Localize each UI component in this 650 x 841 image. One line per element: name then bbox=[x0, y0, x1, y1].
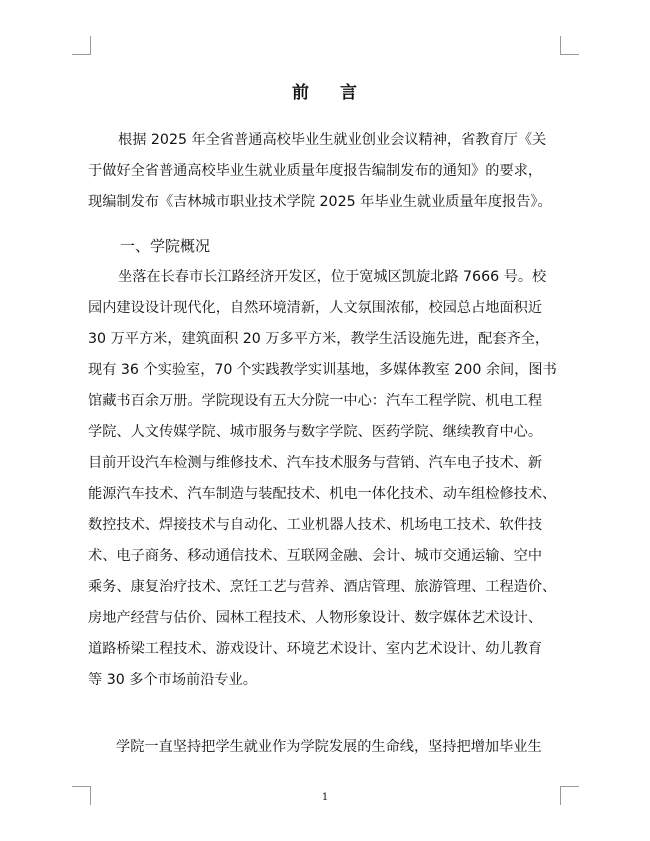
overview-line: 乘务、康复治疗技术、烹饪工艺与营养、酒店管理、旅游管理、工程造价、 bbox=[88, 579, 557, 595]
crop-mark-top-left bbox=[72, 36, 91, 55]
page-number: 1 bbox=[321, 792, 329, 803]
overview-line: 等 30 多个市场前沿专业。 bbox=[88, 672, 257, 688]
closing-paragraph bbox=[88, 732, 564, 763]
page-title bbox=[0, 78, 650, 103]
overview-line: 道路桥梁工程技术、游戏设计、环境艺术设计、室内艺术设计、幼儿教育 bbox=[88, 641, 543, 657]
crop-mark-top-right bbox=[560, 36, 579, 55]
section-heading: 一、学院概况 bbox=[120, 237, 211, 255]
overview-line: 数控技术、焊接技术与自动化、工业机器人技术、机场电工技术、软件技 bbox=[88, 517, 543, 533]
title-part-1: 前 bbox=[292, 83, 310, 103]
overview-line: 园内建设设计现代化，自然环境清新，人文氛围浓郁，校园总占地面积近 bbox=[88, 300, 543, 316]
overview-line: 馆藏书百余万册。学院现设有五大分院一中心：汽车工程学院、机电工程 bbox=[88, 393, 543, 409]
intro-line: 根据 2025 年全省普通高校毕业生就业创业会议精神，省教育厅《关 bbox=[118, 132, 547, 148]
overview-line: 术、电子商务、移动通信技术、互联网金融、会计、城市交通运输、空中 bbox=[88, 548, 543, 564]
overview-paragraph bbox=[88, 262, 564, 696]
intro-line: 现编制发布《吉林城市职业技术学院 2025 年毕业生就业质量年度报告》。 bbox=[88, 194, 552, 210]
intro-line: 于做好全省普通高校毕业生就业质量年度报告编制发布的通知》的要求， bbox=[88, 163, 543, 179]
intro-paragraph bbox=[88, 125, 564, 218]
overview-line: 30 万平方米，建筑面积 20 万多平方米，教学生活设施先进，配套齐全， bbox=[88, 331, 550, 347]
title-part-2: 言 bbox=[340, 83, 358, 103]
overview-line: 现有 36 个实验室，70 个实践教学实训基地，多媒体教室 200 余间，图书 bbox=[88, 362, 557, 378]
overview-line: 能源汽车技术、汽车制造与装配技术、机电一体化技术、动车组检修技术、 bbox=[88, 486, 557, 502]
overview-line: 房地产经营与估价、园林工程技术、人物形象设计、数字媒体艺术设计、 bbox=[88, 610, 543, 626]
overview-line: 目前开设汽车检测与维修技术、汽车技术服务与营销、汽车电子技术、新 bbox=[88, 455, 543, 471]
overview-line: 坐落在长春市长江路经济开发区，位于宽城区凯旋北路 7666 号。校 bbox=[118, 269, 547, 285]
closing-line: 学院一直坚持把学生就业作为学院发展的生命线，坚持把增加毕业生 bbox=[116, 739, 542, 755]
overview-line: 学院、人文传媒学院、城市服务与数字学院、医药学院、继续教育中心。 bbox=[88, 424, 543, 440]
